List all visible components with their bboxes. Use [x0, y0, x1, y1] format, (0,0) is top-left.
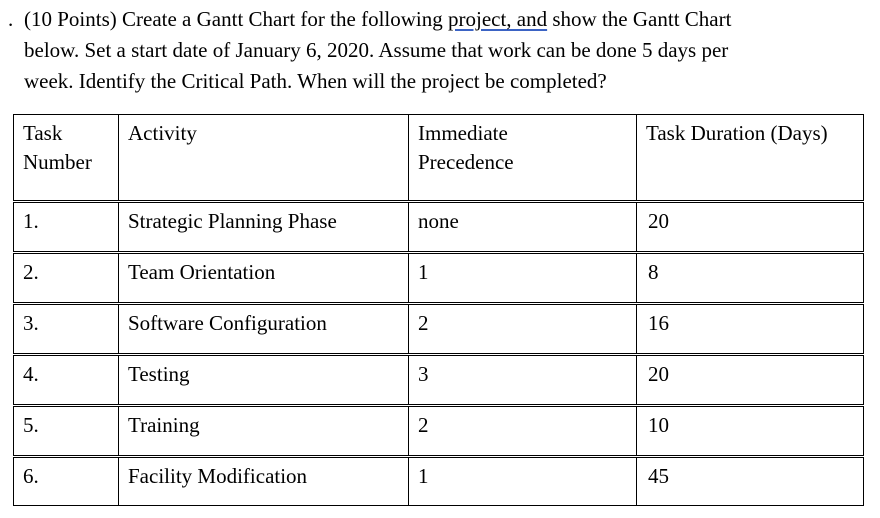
duration-cell: 20	[637, 355, 864, 406]
task-number-cell: 4.	[14, 355, 119, 406]
activity-cell: Strategic Planning Phase	[119, 202, 409, 253]
precedence-cell: none	[409, 202, 637, 253]
project-task-table	[13, 114, 863, 506]
table-row	[14, 202, 864, 253]
table-row	[14, 355, 864, 406]
question-line-3: week. Identify the Critical Path. When will the project be completed?	[24, 69, 607, 93]
activity-cell: Team Orientation	[119, 253, 409, 304]
duration-cell: 16	[637, 304, 864, 355]
question-text	[8, 4, 868, 97]
duration-cell: 45	[637, 457, 864, 506]
activity-cell: Facility Modification	[119, 457, 409, 506]
activity-cell: Software Configuration	[119, 304, 409, 355]
duration-cell: 20	[637, 202, 864, 253]
table-row	[14, 457, 864, 506]
question-line-1	[8, 4, 868, 35]
header-activity: Activity	[119, 115, 409, 202]
precedence-cell: 1	[409, 457, 637, 506]
duration-cell: 8	[637, 253, 864, 304]
task-number-cell: 1.	[14, 202, 119, 253]
task-number-cell: 3.	[14, 304, 119, 355]
precedence-cell: 2	[409, 406, 637, 457]
header-task-duration: Task Duration (Days)	[637, 115, 864, 202]
task-number-cell: 2.	[14, 253, 119, 304]
task-number-cell: 6.	[14, 457, 119, 506]
task-number-cell: 5.	[14, 406, 119, 457]
precedence-cell: 3	[409, 355, 637, 406]
precedence-cell: 1	[409, 253, 637, 304]
question-line-1-start: (10 Points) Create a Gantt Chart for the following	[24, 7, 448, 31]
question-line-1-end: show the Gantt Chart	[547, 7, 732, 31]
table-header-row	[14, 115, 864, 202]
question-line-2: below. Set a start date of January 6, 2020. Assume that work can be done 5 days per	[24, 38, 729, 62]
header-immediate-precedence: Immediate Precedence	[409, 115, 637, 202]
activity-cell: Training	[119, 406, 409, 457]
table-row	[14, 253, 864, 304]
header-task-number: Task Number	[14, 115, 119, 202]
precedence-cell: 2	[409, 304, 637, 355]
list-bullet: .	[8, 7, 14, 31]
duration-cell: 10	[637, 406, 864, 457]
table-row	[14, 304, 864, 355]
activity-cell: Testing	[119, 355, 409, 406]
grammar-underlined-text[interactable]: project, and	[448, 7, 548, 31]
table-row	[14, 406, 864, 457]
